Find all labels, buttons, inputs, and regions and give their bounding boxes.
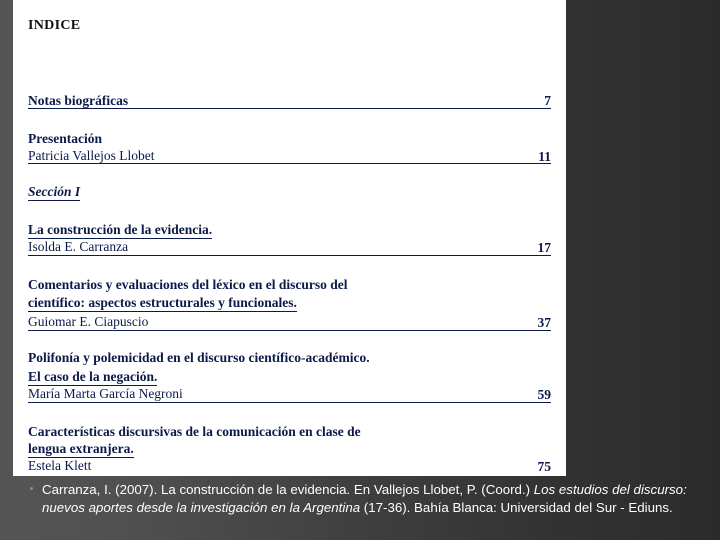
citation-italic-title: Los estudios del discurso: nuevos aportes desde la investigación en la Argentina [42,482,687,515]
entry-carranza-author: Isolda E. Carranza [28,239,129,254]
entry-rule [28,402,551,403]
entry-notas-title: Notas biográficas [28,93,129,108]
entry-klett-title-2: lengua extranjera. [28,441,134,456]
entry-garcia-title-1: Polifonía y polemicidad en el discurso científico-académico. [28,350,370,365]
entry-ciapuscio-author: Guiomar E. Ciapuscio [28,314,149,329]
citation-part-2: (17-36). Bahía Blanca: Universidad del Sur - Ediuns. [360,499,673,515]
bullet-icon [30,487,33,490]
entry-notas-page: 7 [544,93,551,108]
entry-rule [28,330,551,331]
section-heading: Sección I [28,184,81,199]
entry-rule [28,255,551,256]
entry-carranza-page: 17 [537,240,551,255]
entry-ciapuscio-title-2: científico: aspectos estructurales y funcionales. [28,295,297,310]
entry-garcia-title-2: El caso de la negación. [28,369,158,384]
citation-caption [42,481,712,516]
index-page-image [13,0,566,476]
entry-garcia-author: María Marta García Negroni [28,386,183,401]
entry-klett-author: Estela Klett [28,458,92,473]
entry-rule [28,163,551,164]
entry-presentacion-author: Patricia Vallejos Llobet [28,148,155,163]
entry-ciapuscio-title-1: Comentarios y evaluaciones del léxico en el discurso del [28,277,348,292]
index-title: INDICE [28,18,81,33]
entry-klett-title-1: Características discursivas de la comunicación en clase de [28,424,361,439]
entry-garcia-page: 59 [537,387,551,402]
entry-rule [28,108,551,109]
entry-carranza-title: La construcción de la evidencia. [28,222,213,237]
entry-ciapuscio-page: 37 [537,315,551,330]
entry-presentacion-page: 11 [538,149,551,164]
entry-presentacion-title: Presentación [28,131,102,146]
citation-part-1: Carranza, I. (2007). La construcción de la evidencia. En Vallejos Llobet, P. (Coord.) [42,482,534,497]
entry-klett-page: 75 [537,459,551,474]
